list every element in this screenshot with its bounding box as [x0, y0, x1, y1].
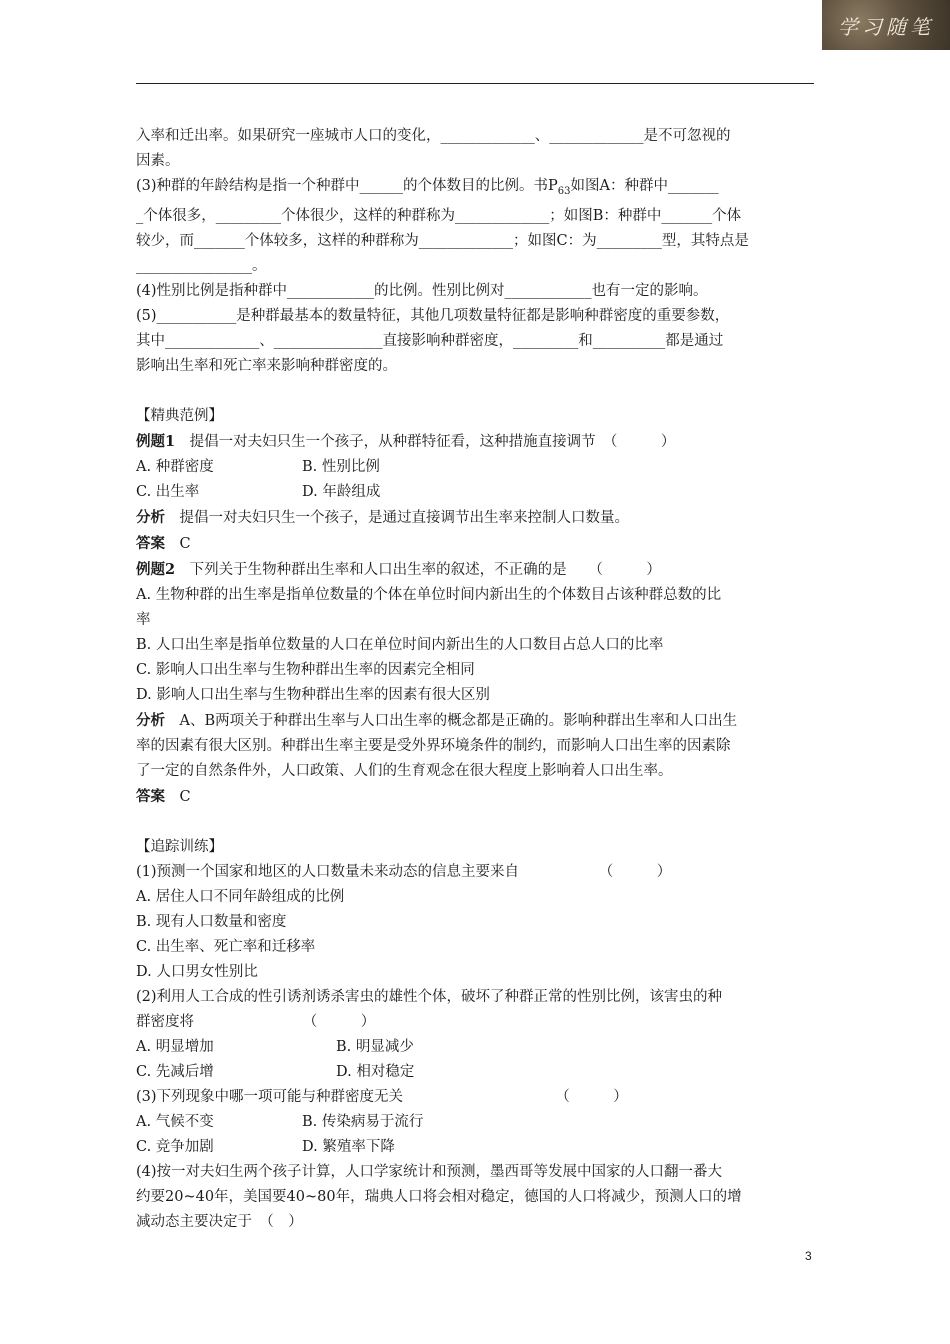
analysis-text: 提倡一对夫妇只生一个孩子，是通过直接调节出生率来控制人口数量。 — [179, 509, 629, 526]
analysis-label: 分析 — [136, 508, 165, 526]
option: B. 性别比例 — [302, 458, 380, 475]
option: B. 现有人口数量和密度 — [136, 913, 287, 930]
text-line: _个体很多，_________个体很少，这样的种群称为_____________；如图B：种群中_______个体 — [136, 207, 742, 224]
option: C. 出生率、死亡率和迁移率 — [136, 938, 316, 955]
example-question — [136, 557, 814, 583]
option: A. 生物种群的出生率是指单位数量的个体在单位时间内新出生的个体数目占该种群总数的比 — [136, 586, 722, 603]
question-text: (3)下列现象中哪一项可能与种群密度无关 — [136, 1088, 404, 1105]
answer-value: C — [179, 788, 191, 805]
badge-text: 学习随笔 — [838, 14, 934, 39]
option: A. 种群密度 — [136, 458, 214, 475]
options-row — [136, 1110, 814, 1135]
section-heading: 【追踪训练】 — [136, 838, 223, 855]
options-row — [136, 455, 814, 480]
text-line: ________________。 — [136, 257, 267, 274]
options-row — [136, 1035, 814, 1060]
example-label: 例题1 — [136, 432, 176, 450]
option: D. 年龄组成 — [302, 483, 381, 500]
example-label: 例题2 — [136, 560, 176, 578]
option: A. 居住人口不同年龄组成的比例 — [136, 888, 345, 905]
text-line: 入率和迁出率。如果研究一座城市人口的变化，_____________、_____________是不可忽视的 — [136, 128, 731, 144]
answer-label: 答案 — [136, 787, 165, 805]
text-line: 其中_____________、_______________直接影响种群密度，_________和__________都是通过 — [136, 332, 724, 349]
study-notes-badge — [822, 0, 950, 50]
option: A. 气候不变 — [136, 1113, 214, 1130]
answer — [136, 531, 814, 557]
analysis — [136, 708, 814, 734]
example-question — [136, 429, 814, 455]
option: D. 相对稳定 — [336, 1063, 415, 1080]
option: B. 人口出生率是指单位数量的人口在单位时间内新出生的人口数目占总人口的比率 — [136, 636, 664, 653]
options-row — [136, 480, 814, 505]
answer — [136, 784, 814, 810]
answer-paren: （ ） — [266, 1213, 303, 1230]
question-text: 下列关于生物种群出生率和人口出生率的叙述，不正确的是 — [189, 561, 567, 578]
page-number: 3 — [805, 1249, 812, 1263]
question-text: 提倡一对夫妇只生一个孩子，从种群特征看，这种措施直接调节 — [189, 433, 596, 450]
option: C. 出生率 — [136, 483, 200, 500]
question-text: (1)预测一个国家和地区的人口数量未来动态的信息主要来自 — [136, 863, 520, 880]
text-line: 因素。 — [136, 153, 180, 169]
practice-question: 约要20~40年，美国要40~80年，瑞典人口将会相对稳定，德国的人口将减少，预测人口的增 — [136, 1188, 742, 1205]
text-line: (5)___________是种群最基本的数量特征，其他几项数量特征都是影响种群密度的重要参数， — [136, 307, 730, 324]
answer-paren: （ ） — [562, 1088, 628, 1105]
practice-question: (4)按一对夫妇生两个孩子计算，人口学家统计和预测，墨西哥等发展中国家的人口翻一番大 — [136, 1163, 723, 1180]
option: C. 先减后增 — [136, 1063, 214, 1080]
text-line: 较少，而_______个体较多，这样的种群称为_____________；如图C：为_________型，其特点是 — [136, 232, 749, 249]
header-rule — [136, 83, 814, 84]
text-line: (4)性别比例是指种群中____________的比例。性别比例对____________也有一定的影响。 — [136, 282, 708, 299]
practice-question: (2)利用人工合成的性引诱剂诱杀害虫的雄性个体，破坏了种群正常的性别比例，该害虫的种 — [136, 988, 723, 1005]
text-line — [136, 174, 814, 204]
section-heading: 【精典范例】 — [136, 407, 223, 424]
option: C. 竞争加剧 — [136, 1138, 214, 1155]
option: B. 明显减少 — [336, 1038, 414, 1055]
practice-question — [136, 860, 814, 885]
practice-question — [136, 1210, 814, 1235]
answer-paren: （ ） — [595, 561, 661, 578]
text-fragment: 如图A：种群中_______ — [570, 178, 719, 194]
option: A. 明显增加 — [136, 1038, 214, 1055]
analysis — [136, 505, 814, 531]
option: 率 — [136, 611, 151, 628]
practice-question — [136, 1010, 814, 1035]
answer-value: C — [179, 535, 191, 552]
answer-paren: （ ） — [606, 863, 672, 880]
question-text: 减动态主要决定于 — [136, 1213, 252, 1230]
text-line: 影响出生率和死亡率来影响种群密度的。 — [136, 357, 397, 374]
subscript: 63 — [557, 185, 571, 197]
option: C. 影响人口出生率与生物种群出生率的因素完全相同 — [136, 661, 475, 678]
question-text: 群密度将 — [136, 1013, 194, 1030]
page-content — [136, 124, 814, 1235]
answer-paren: （ ） — [310, 1013, 376, 1030]
option: D. 繁殖率下降 — [302, 1138, 395, 1155]
option: B. 传染病易于流行 — [302, 1113, 424, 1130]
option: D. 人口男女性别比 — [136, 963, 258, 980]
answer-paren: （ ） — [610, 433, 676, 450]
analysis-text: A、B两项关于种群出生率与人口出生率的概念都是正确的。影响种群出生率和人口出生 — [179, 712, 738, 729]
analysis-text: 率的因素有很大区别。种群出生率主要是受外界环境条件的制约，而影响人口出生率的因素除 — [136, 737, 731, 754]
options-row — [136, 1060, 814, 1085]
options-row — [136, 1135, 814, 1160]
text-fragment: (3)种群的年龄结构是指一个种群中______的个体数目的比例。书P — [136, 178, 558, 194]
analysis-label: 分析 — [136, 711, 165, 729]
practice-question — [136, 1085, 814, 1110]
analysis-text: 了一定的自然条件外，人口政策、人们的生育观念在很大程度上影响着人口出生率。 — [136, 762, 673, 779]
answer-label: 答案 — [136, 534, 165, 552]
option: D. 影响人口出生率与生物种群出生率的因素有很大区别 — [136, 686, 490, 703]
